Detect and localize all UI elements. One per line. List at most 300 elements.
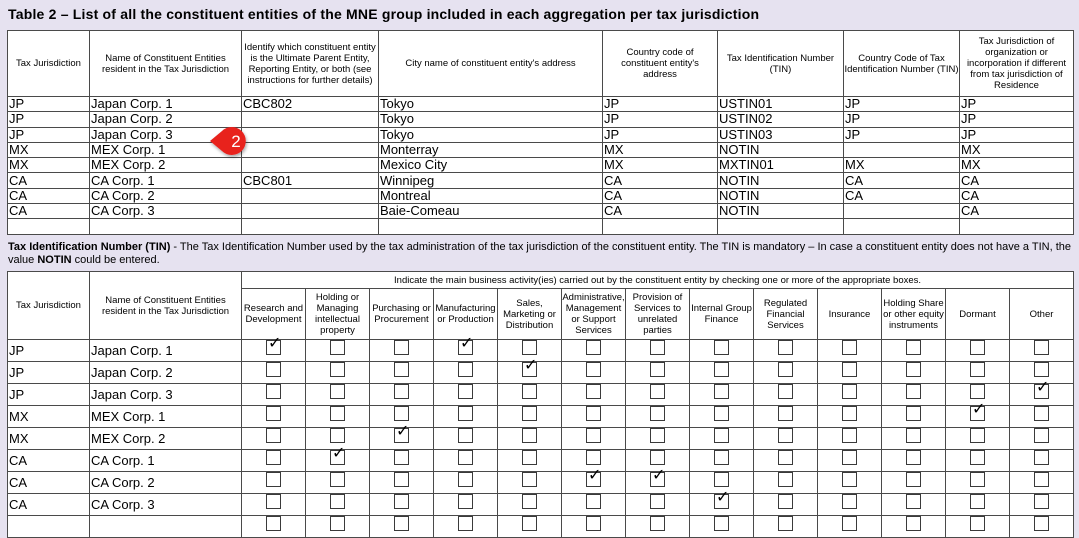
checkmark-icon: ✓	[972, 399, 986, 418]
checkbox[interactable]	[394, 340, 409, 355]
checkbox[interactable]	[650, 516, 665, 531]
jurisdiction-cell[interactable]: JP	[8, 340, 90, 362]
activity-cell	[242, 428, 306, 450]
table-cell[interactable]: USTIN01	[718, 97, 844, 112]
checkbox[interactable]	[458, 428, 473, 443]
checkbox[interactable]	[1034, 428, 1049, 443]
checkbox[interactable]	[586, 362, 601, 377]
table-cell[interactable]: MXTIN01	[718, 158, 844, 173]
table-cell[interactable]: MX	[603, 158, 718, 173]
activity-cell	[434, 494, 498, 516]
checkmark-icon: ✓	[460, 333, 474, 352]
activity-cell	[690, 406, 754, 428]
table-cell[interactable]: JP	[8, 127, 90, 142]
checkbox[interactable]	[330, 384, 345, 399]
activity-cell	[1010, 450, 1074, 472]
checkbox-checked[interactable]	[650, 465, 666, 487]
checkbox[interactable]	[266, 428, 281, 443]
table-row	[8, 142, 1074, 157]
activity-cell	[242, 362, 306, 384]
activity-cell	[242, 384, 306, 406]
activity-cell	[370, 472, 434, 494]
entity-name-cell[interactable]: Japan Corp. 2	[90, 362, 242, 384]
table-cell[interactable]: JP	[8, 112, 90, 127]
jurisdiction-cell[interactable]: JP	[8, 362, 90, 384]
checkmark-icon: ✓	[1036, 377, 1050, 396]
table1-header: City name of constituent entity's address	[379, 31, 603, 97]
checkbox[interactable]	[330, 472, 345, 487]
checkbox[interactable]	[778, 516, 793, 531]
activity-cell	[626, 428, 690, 450]
checkbox[interactable]	[970, 362, 985, 377]
checkbox[interactable]	[970, 472, 985, 487]
table-row	[8, 112, 1074, 127]
tin-note-end: could be entered.	[71, 254, 160, 266]
checkmark-icon: ✓	[268, 333, 282, 352]
activity-cell	[242, 494, 306, 516]
checkbox[interactable]	[778, 428, 793, 443]
table-row	[8, 97, 1074, 112]
table-row	[8, 406, 1074, 428]
checkbox[interactable]	[714, 428, 729, 443]
checkbox[interactable]	[906, 472, 921, 487]
checkbox[interactable]	[906, 450, 921, 465]
checkbox[interactable]	[586, 340, 601, 355]
activity-cell	[562, 384, 626, 406]
table-cell[interactable]: CA	[960, 204, 1074, 219]
checkbox[interactable]	[842, 472, 857, 487]
jurisdiction-cell[interactable]: MX	[8, 428, 90, 450]
table-cell[interactable]: CA	[960, 173, 1074, 188]
table-cell[interactable]: MEX Corp. 1	[90, 142, 242, 157]
checkbox[interactable]	[906, 340, 921, 355]
entity-name-cell[interactable]: CA Corp. 2	[90, 472, 242, 494]
checkbox[interactable]	[266, 494, 281, 509]
activity-cell	[562, 465, 626, 494]
table-cell[interactable]: NOTIN	[718, 204, 844, 219]
checkbox[interactable]	[714, 362, 729, 377]
table-cell[interactable]: Tokyo	[379, 127, 603, 142]
checkmark-icon: ✓	[524, 355, 538, 374]
activity-cell	[882, 406, 946, 428]
checkbox[interactable]	[522, 340, 537, 355]
checkbox[interactable]	[458, 516, 473, 531]
checkbox[interactable]	[714, 340, 729, 355]
table-cell[interactable]: Tokyo	[379, 112, 603, 127]
table-row	[8, 384, 1074, 406]
checkbox-checked[interactable]	[1034, 377, 1050, 399]
activity-cell	[434, 450, 498, 472]
table-cell[interactable]: JP	[603, 97, 718, 112]
activity-cell	[498, 516, 562, 538]
activity-cell	[946, 340, 1010, 362]
checkmark-icon: ✓	[652, 465, 666, 484]
activity-cell	[818, 494, 882, 516]
table-cell[interactable]: NOTIN	[718, 173, 844, 188]
activity-cell	[562, 516, 626, 538]
table-cell[interactable]	[242, 188, 379, 203]
table-cell[interactable]: USTIN03	[718, 127, 844, 142]
checkbox[interactable]	[650, 384, 665, 399]
checkbox[interactable]	[586, 516, 601, 531]
table-cell[interactable]: JP	[8, 97, 90, 112]
table-cell[interactable]: CA	[8, 188, 90, 203]
table-cell[interactable]: JP	[844, 127, 960, 142]
table-row	[8, 158, 1074, 173]
activity-cell	[882, 472, 946, 494]
activity-cell	[498, 428, 562, 450]
activity-cell	[242, 333, 306, 362]
activity-cell	[690, 516, 754, 538]
checkbox[interactable]	[266, 406, 281, 421]
table-cell[interactable]	[603, 219, 718, 234]
checkbox[interactable]	[1034, 406, 1049, 421]
checkbox[interactable]	[458, 472, 473, 487]
activity-cell	[818, 428, 882, 450]
checkbox[interactable]	[458, 406, 473, 421]
activity-cell	[1010, 340, 1074, 362]
table1-header: Tax Jurisdiction of organization or incorporation if different from tax jurisdiction of Residence	[960, 31, 1074, 97]
activity-cell	[306, 472, 370, 494]
table-cell[interactable]: Japan Corp. 1	[90, 97, 242, 112]
checkmark-icon: ✓	[588, 465, 602, 484]
activity-cell	[370, 362, 434, 384]
table-cell[interactable]: USTIN02	[718, 112, 844, 127]
table-cell[interactable]: Montreal	[379, 188, 603, 203]
entity-name-cell[interactable]: Japan Corp. 1	[90, 340, 242, 362]
table-cell[interactable]	[718, 219, 844, 234]
table-row	[8, 472, 1074, 494]
checkbox[interactable]	[650, 340, 665, 355]
checkbox[interactable]	[522, 384, 537, 399]
checkbox[interactable]	[1034, 450, 1049, 465]
activity-cell	[306, 443, 370, 472]
table-cell[interactable]	[242, 142, 379, 157]
checkbox[interactable]	[842, 428, 857, 443]
checkbox[interactable]	[266, 362, 281, 377]
checkbox[interactable]	[778, 450, 793, 465]
checkbox[interactable]	[714, 516, 729, 531]
checkbox[interactable]	[586, 428, 601, 443]
table-cell[interactable]: JP	[844, 97, 960, 112]
table-cell[interactable]: CA	[844, 173, 960, 188]
checkbox[interactable]	[522, 516, 537, 531]
table1-header: Country code of constituent entity's address	[603, 31, 718, 97]
checkbox[interactable]	[906, 362, 921, 377]
checkbox[interactable]	[650, 428, 665, 443]
activity-cell	[370, 384, 434, 406]
checkbox[interactable]	[394, 472, 409, 487]
activity-cell	[882, 362, 946, 384]
checkbox[interactable]	[906, 384, 921, 399]
activity-cell	[690, 384, 754, 406]
checkbox[interactable]	[714, 384, 729, 399]
checkbox[interactable]	[778, 384, 793, 399]
checkbox[interactable]	[586, 450, 601, 465]
checkbox[interactable]	[266, 450, 281, 465]
entity-name-cell[interactable]: Japan Corp. 3	[90, 384, 242, 406]
entity-name-cell[interactable]	[90, 516, 242, 538]
checkbox[interactable]	[330, 428, 345, 443]
activity-cell	[882, 384, 946, 406]
table-row	[8, 428, 1074, 450]
table-cell[interactable]: NOTIN	[718, 188, 844, 203]
checkbox[interactable]	[1034, 516, 1049, 531]
table-cell[interactable]: Monterray	[379, 142, 603, 157]
checkbox[interactable]	[522, 406, 537, 421]
table-cell[interactable]: CA Corp. 1	[90, 173, 242, 188]
checkbox[interactable]	[586, 494, 601, 509]
table-cell[interactable]	[844, 204, 960, 219]
table-cell[interactable]: MX	[844, 158, 960, 173]
checkbox-checked[interactable]	[714, 487, 730, 509]
checkbox[interactable]	[906, 516, 921, 531]
activity-header: Sales, Marketing or Distribution	[498, 289, 562, 340]
table-cell[interactable]: MX	[8, 158, 90, 173]
checkbox[interactable]	[586, 384, 601, 399]
checkbox[interactable]	[458, 362, 473, 377]
table-cell[interactable]: CBC802	[242, 97, 379, 112]
entity-name-cell[interactable]: MEX Corp. 1	[90, 406, 242, 428]
checkbox[interactable]	[842, 340, 857, 355]
table-cell[interactable]: MX	[960, 158, 1074, 173]
checkbox-checked[interactable]	[394, 421, 410, 443]
checkbox-checked[interactable]	[522, 355, 538, 377]
activity-cell	[1010, 377, 1074, 406]
checkbox[interactable]	[522, 450, 537, 465]
activity-cell	[306, 384, 370, 406]
table-row	[8, 204, 1074, 219]
checkbox[interactable]	[330, 406, 345, 421]
table-cell[interactable]: JP	[960, 127, 1074, 142]
checkbox[interactable]	[330, 340, 345, 355]
entity-name-cell[interactable]: CA Corp. 3	[90, 494, 242, 516]
activity-header: Holding or Managing intellectual property	[306, 289, 370, 340]
table-cell[interactable]: JP	[603, 112, 718, 127]
jurisdiction-cell[interactable]: JP	[8, 384, 90, 406]
checkbox-checked[interactable]	[586, 465, 602, 487]
checkbox-checked[interactable]	[266, 333, 282, 355]
table-cell[interactable]: Japan Corp. 2	[90, 112, 242, 127]
activity-cell	[818, 472, 882, 494]
table-cell[interactable]	[960, 219, 1074, 234]
activity-cell	[370, 494, 434, 516]
table-cell[interactable]: MX	[8, 142, 90, 157]
table-cell[interactable]	[379, 219, 603, 234]
table1-header: Country Code of Tax Identification Number (TIN)	[844, 31, 960, 97]
activity-cell	[626, 384, 690, 406]
entity-name-cell[interactable]: CA Corp. 1	[90, 450, 242, 472]
table-cell[interactable]: JP	[603, 127, 718, 142]
table-cell[interactable]: CA	[8, 204, 90, 219]
table-cell[interactable]: NOTIN	[718, 142, 844, 157]
activity-header: Dormant	[946, 289, 1010, 340]
table-cell[interactable]: Mexico City	[379, 158, 603, 173]
checkmark-icon: ✓	[332, 443, 346, 462]
checkbox[interactable]	[970, 340, 985, 355]
checkbox-checked[interactable]	[330, 443, 346, 465]
table-cell[interactable]: CA	[960, 188, 1074, 203]
table-cell[interactable]: CA Corp. 2	[90, 188, 242, 203]
table-cell[interactable]: CA Corp. 3	[90, 204, 242, 219]
checkbox[interactable]	[394, 516, 409, 531]
table-cell[interactable]	[242, 219, 379, 234]
table-row	[8, 450, 1074, 472]
activity-cell	[818, 406, 882, 428]
checkbox[interactable]	[970, 494, 985, 509]
table-cell[interactable]: CBC801	[242, 173, 379, 188]
checkbox[interactable]	[330, 362, 345, 377]
checkbox[interactable]	[778, 406, 793, 421]
table-cell[interactable]	[844, 142, 960, 157]
checkbox[interactable]	[394, 384, 409, 399]
checkbox-checked[interactable]	[970, 399, 986, 421]
checkbox[interactable]	[906, 428, 921, 443]
checkbox[interactable]	[906, 494, 921, 509]
table-cell[interactable]: MEX Corp. 2	[90, 158, 242, 173]
table-cell[interactable]: CA	[8, 173, 90, 188]
activity-cell	[946, 428, 1010, 450]
checkbox[interactable]	[394, 362, 409, 377]
table-cell[interactable]	[844, 219, 960, 234]
checkbox[interactable]	[266, 384, 281, 399]
tin-note-text: - The Tax Identification Number used by the tax administration of the tax jurisdiction of the constituent entity. The TIN is mandatory – In case a constituent entity does not have a TIN, the value	[8, 241, 1072, 266]
checkbox[interactable]	[1034, 472, 1049, 487]
col-tax-jurisdiction: Tax Jurisdiction	[8, 272, 90, 340]
table-cell[interactable]: JP	[844, 112, 960, 127]
checkbox[interactable]	[266, 472, 281, 487]
table-cell[interactable]: CA	[603, 173, 718, 188]
activity-cell	[946, 516, 1010, 538]
table-cell[interactable]: JP	[960, 112, 1074, 127]
activity-cell	[946, 450, 1010, 472]
activity-header: Insurance	[818, 289, 882, 340]
table-cell[interactable]	[242, 112, 379, 127]
checkbox[interactable]	[1034, 340, 1049, 355]
checkbox[interactable]	[778, 472, 793, 487]
table-cell[interactable]: CA	[603, 188, 718, 203]
checkbox[interactable]	[650, 406, 665, 421]
table-cell[interactable]: MX	[603, 142, 718, 157]
checkbox[interactable]	[842, 406, 857, 421]
jurisdiction-cell[interactable]: CA	[8, 450, 90, 472]
checkbox[interactable]	[778, 340, 793, 355]
activity-cell	[1010, 494, 1074, 516]
checkbox[interactable]	[842, 450, 857, 465]
table-cell[interactable]: Japan Corp. 3	[90, 127, 242, 142]
checkbox[interactable]	[778, 494, 793, 509]
activity-cell	[754, 472, 818, 494]
table-cell[interactable]	[242, 204, 379, 219]
activities-group-header: Indicate the main business activity(ies) carried out by the constituent entity by checking one or more of the appropriate boxes.	[242, 272, 1074, 289]
checkbox[interactable]	[330, 516, 345, 531]
activity-cell	[626, 516, 690, 538]
table-row	[8, 173, 1074, 188]
table-cell[interactable]	[242, 158, 379, 173]
checkbox[interactable]	[458, 494, 473, 509]
activity-cell	[434, 333, 498, 362]
entity-name-cell[interactable]: MEX Corp. 2	[90, 428, 242, 450]
activity-header: Research and Development	[242, 289, 306, 340]
checkbox[interactable]	[970, 384, 985, 399]
activity-cell	[434, 384, 498, 406]
checkbox[interactable]	[650, 362, 665, 377]
activity-cell	[1010, 406, 1074, 428]
activity-header: Purchasing or Procurement	[370, 289, 434, 340]
activity-cell	[498, 494, 562, 516]
checkbox[interactable]	[522, 428, 537, 443]
checkbox[interactable]	[1034, 362, 1049, 377]
activity-cell	[498, 384, 562, 406]
activity-cell	[434, 362, 498, 384]
checkbox[interactable]	[906, 406, 921, 421]
checkbox[interactable]	[522, 494, 537, 509]
checkbox[interactable]	[394, 450, 409, 465]
activity-cell	[434, 472, 498, 494]
table-cell[interactable]: CA	[844, 188, 960, 203]
checkbox-checked[interactable]	[458, 333, 474, 355]
jurisdiction-cell[interactable]: CA	[8, 472, 90, 494]
table-cell[interactable]: JP	[960, 97, 1074, 112]
checkbox[interactable]	[458, 384, 473, 399]
checkbox[interactable]	[842, 362, 857, 377]
table-cell[interactable]	[90, 219, 242, 234]
checkbox[interactable]	[970, 428, 985, 443]
activity-cell	[882, 340, 946, 362]
table-cell[interactable]: Tokyo	[379, 97, 603, 112]
table-cell[interactable]: Baie-Comeau	[379, 204, 603, 219]
activity-cell	[306, 406, 370, 428]
checkbox[interactable]	[842, 384, 857, 399]
activity-cell	[370, 516, 434, 538]
checkbox[interactable]	[522, 472, 537, 487]
checkbox[interactable]	[714, 450, 729, 465]
checkbox[interactable]	[970, 516, 985, 531]
checkbox[interactable]	[394, 494, 409, 509]
checkbox[interactable]	[394, 406, 409, 421]
table-cell[interactable]: Winnipeg	[379, 173, 603, 188]
checkbox[interactable]	[266, 516, 281, 531]
checkbox[interactable]	[650, 494, 665, 509]
jurisdiction-cell[interactable]: CA	[8, 494, 90, 516]
checkbox[interactable]	[714, 406, 729, 421]
table1-header: Identify which constituent entity is the Ultimate Parent Entity, Reporting Entity, or both (see instructions for further details)	[242, 31, 379, 97]
checkbox[interactable]	[650, 450, 665, 465]
checkbox[interactable]	[1034, 494, 1049, 509]
activity-cell	[306, 494, 370, 516]
table-cell[interactable]	[8, 219, 90, 234]
activity-cell	[434, 428, 498, 450]
activity-cell	[242, 472, 306, 494]
table-cell[interactable]	[242, 127, 379, 142]
jurisdiction-cell[interactable]: MX	[8, 406, 90, 428]
checkbox[interactable]	[778, 362, 793, 377]
checkbox[interactable]	[714, 472, 729, 487]
activity-cell	[946, 472, 1010, 494]
checkbox[interactable]	[330, 494, 345, 509]
table-cell[interactable]: CA	[603, 204, 718, 219]
table-cell[interactable]: MX	[960, 142, 1074, 157]
notin-value: NOTIN	[37, 254, 72, 266]
checkbox[interactable]	[458, 450, 473, 465]
activity-cell	[242, 406, 306, 428]
checkbox[interactable]	[842, 516, 857, 531]
checkbox[interactable]	[842, 494, 857, 509]
checkbox[interactable]	[586, 406, 601, 421]
jurisdiction-cell[interactable]	[8, 516, 90, 538]
checkbox[interactable]	[970, 450, 985, 465]
activity-cell	[562, 494, 626, 516]
